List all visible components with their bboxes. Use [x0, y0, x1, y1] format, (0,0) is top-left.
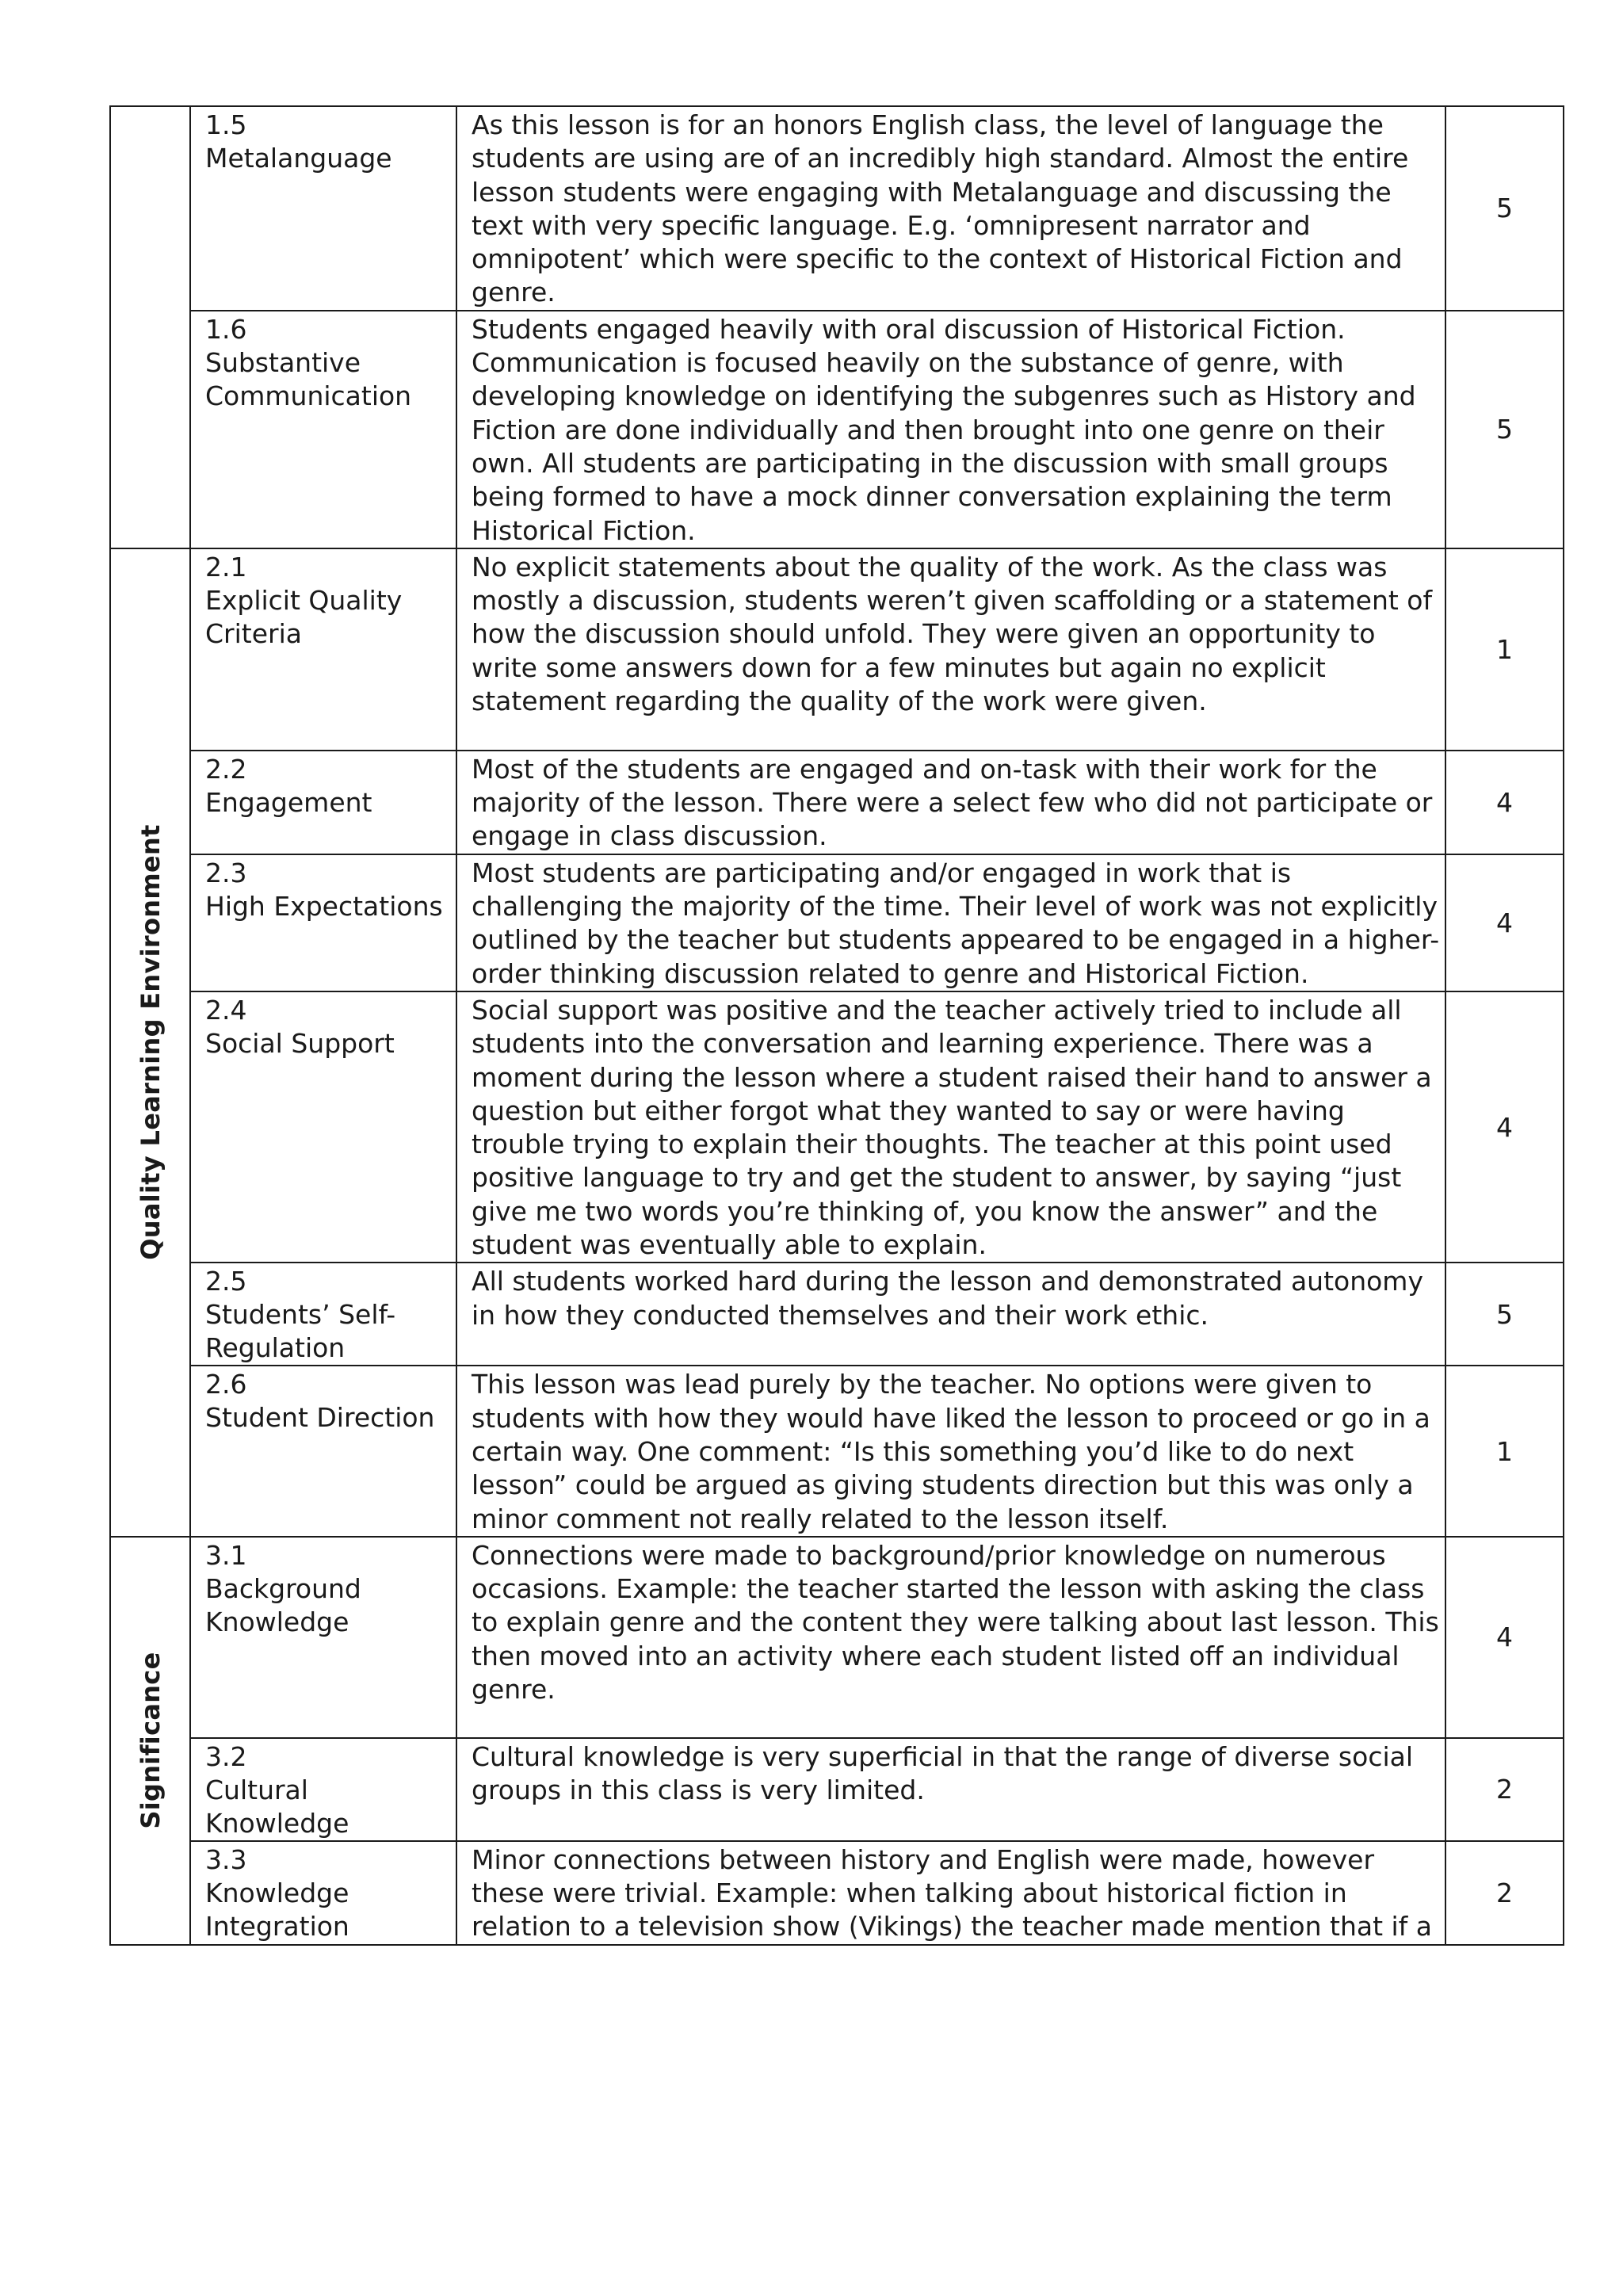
item-name: Student Direction — [205, 1402, 435, 1434]
item-cell — [190, 991, 456, 1263]
item-code: 2.5 — [205, 1266, 247, 1297]
score-cell: 5 — [1445, 1263, 1564, 1366]
dimension-cell — [110, 106, 190, 548]
item-name: Metalanguage — [205, 143, 392, 174]
score-cell: 4 — [1445, 854, 1564, 991]
item-name: Background Knowledge — [205, 1572, 361, 1637]
rubric-table — [109, 105, 1564, 1946]
table-row — [110, 1366, 1564, 1536]
score-cell: 4 — [1445, 991, 1564, 1263]
item-cell — [190, 1366, 456, 1536]
item-cell — [190, 311, 456, 548]
item-cell — [190, 854, 456, 991]
table-row — [110, 1263, 1564, 1366]
item-code: 3.3 — [205, 1843, 247, 1875]
dimension-cell — [110, 1537, 190, 1945]
score-cell: 4 — [1445, 751, 1564, 854]
score-cell: 5 — [1445, 106, 1564, 311]
item-name: Students’ Self- Regulation — [205, 1299, 396, 1364]
description-cell: Connections were made to background/prior knowledge on numerous occasions. Example: the teacher started the lesson with asking the class to explain genre and the content they were talking about last lesson. This then moved into an activity where each student listed off an individual genre. — [456, 1537, 1445, 1738]
description-cell: As this lesson is for an honors English class, the level of language the students are using are of an incredibly high standard. Almost the entire lesson students were engaging with Metalanguage and discussing the text with very specific language. E.g. ‘omnipresent narrator and omnipotent’ which were specific to the context of Historical Fiction and genre. — [456, 106, 1445, 311]
item-name: High Expectations — [205, 890, 443, 922]
table-row — [110, 854, 1564, 991]
description-cell: Minor connections between history and English were made, however these were trivial. Example: when talking about historical fiction in relation to a television show (Vikings) the teacher made mention that if a — [456, 1841, 1445, 1945]
dimension-label: Quality Learning Environment — [135, 824, 166, 1261]
item-name: Social Support — [205, 1027, 395, 1059]
item-cell — [190, 1263, 456, 1366]
item-cell — [190, 1738, 456, 1841]
item-name: Cultural Knowledge — [205, 1774, 349, 1839]
item-name: Substantive Communication — [205, 346, 412, 411]
table-row — [110, 1841, 1564, 1945]
score-cell: 1 — [1445, 548, 1564, 751]
table-row — [110, 991, 1564, 1263]
item-cell — [190, 1841, 456, 1945]
item-code: 3.1 — [205, 1539, 247, 1571]
table-row — [110, 311, 1564, 548]
description-cell: No explicit statements about the quality of the work. As the class was mostly a discussion, students weren’t given scaffolding or a statement of how the discussion should unfold. They were given an opportunity to write some answers down for a few minutes but again no explicit statement regarding the quality of the work were given. — [456, 548, 1445, 751]
description-cell: Students engaged heavily with oral discussion of Historical Fiction. Communication is focused heavily on the substance of genre, with developing knowledge on identifying the subgenres such as History and Fiction are done individually and then brought into one genre on their own. All students are participating in the discussion with small groups being formed to have a mock dinner conversation explaining the term Historical Fiction. — [456, 311, 1445, 548]
item-code: 2.4 — [205, 994, 247, 1026]
item-code: 1.6 — [205, 313, 247, 345]
description-cell: Cultural knowledge is very superficial in that the range of diverse social groups in this class is very limited. — [456, 1738, 1445, 1841]
table-row — [110, 106, 1564, 311]
score-cell: 4 — [1445, 1537, 1564, 1738]
item-name: Engagement — [205, 786, 372, 818]
item-code: 2.3 — [205, 857, 247, 888]
item-code: 2.1 — [205, 551, 247, 583]
item-cell — [190, 548, 456, 751]
item-code: 3.2 — [205, 1740, 247, 1772]
item-cell — [190, 1537, 456, 1738]
item-name: Knowledge Integration — [205, 1877, 349, 1942]
item-code: 2.6 — [205, 1369, 247, 1400]
table-row — [110, 751, 1564, 854]
item-name: Explicit Quality Criteria — [205, 584, 403, 649]
table-row — [110, 548, 1564, 751]
description-cell: Social support was positive and the teacher actively tried to include all students into the conversation and learning experience. There was a moment during the lesson where a student raised their hand to answer a question but either forgot what they wanted to say or were having trouble trying to explain their thoughts. The teacher at this point used positive language to try and get the student to answer, by saying “just give me two words you’re thinking of, you know the answer” and the student was eventually able to explain. — [456, 991, 1445, 1263]
description-cell: Most students are participating and/or engaged in work that is challenging the majority of the time. Their level of work was not explicitly outlined by the teacher but students appeared to be engaged in a higher-order thinking discussion related to genre and Historical Fiction. — [456, 854, 1445, 991]
description-cell: Most of the students are engaged and on-task with their work for the majority of the lesson. There were a select few who did not participate or engage in class discussion. — [456, 751, 1445, 854]
item-cell — [190, 751, 456, 854]
item-code: 2.2 — [205, 753, 247, 785]
dimension-cell — [110, 548, 190, 1537]
table-row — [110, 1738, 1564, 1841]
description-cell: This lesson was lead purely by the teacher. No options were given to students with how they would have liked the lesson to proceed or go in a certain way. One comment: “Is this something you’d like to do next lesson” could be argued as giving students direction but this was only a minor comment not really related to the lesson itself. — [456, 1366, 1445, 1536]
score-cell: 5 — [1445, 311, 1564, 548]
item-code: 1.5 — [205, 109, 247, 140]
item-cell — [190, 106, 456, 311]
score-cell: 2 — [1445, 1841, 1564, 1945]
score-cell: 2 — [1445, 1738, 1564, 1841]
description-cell: All students worked hard during the lesson and demonstrated autonomy in how they conducted themselves and their work ethic. — [456, 1263, 1445, 1366]
table-row — [110, 1537, 1564, 1738]
score-cell: 1 — [1445, 1366, 1564, 1536]
dimension-label: Significance — [135, 1652, 166, 1829]
